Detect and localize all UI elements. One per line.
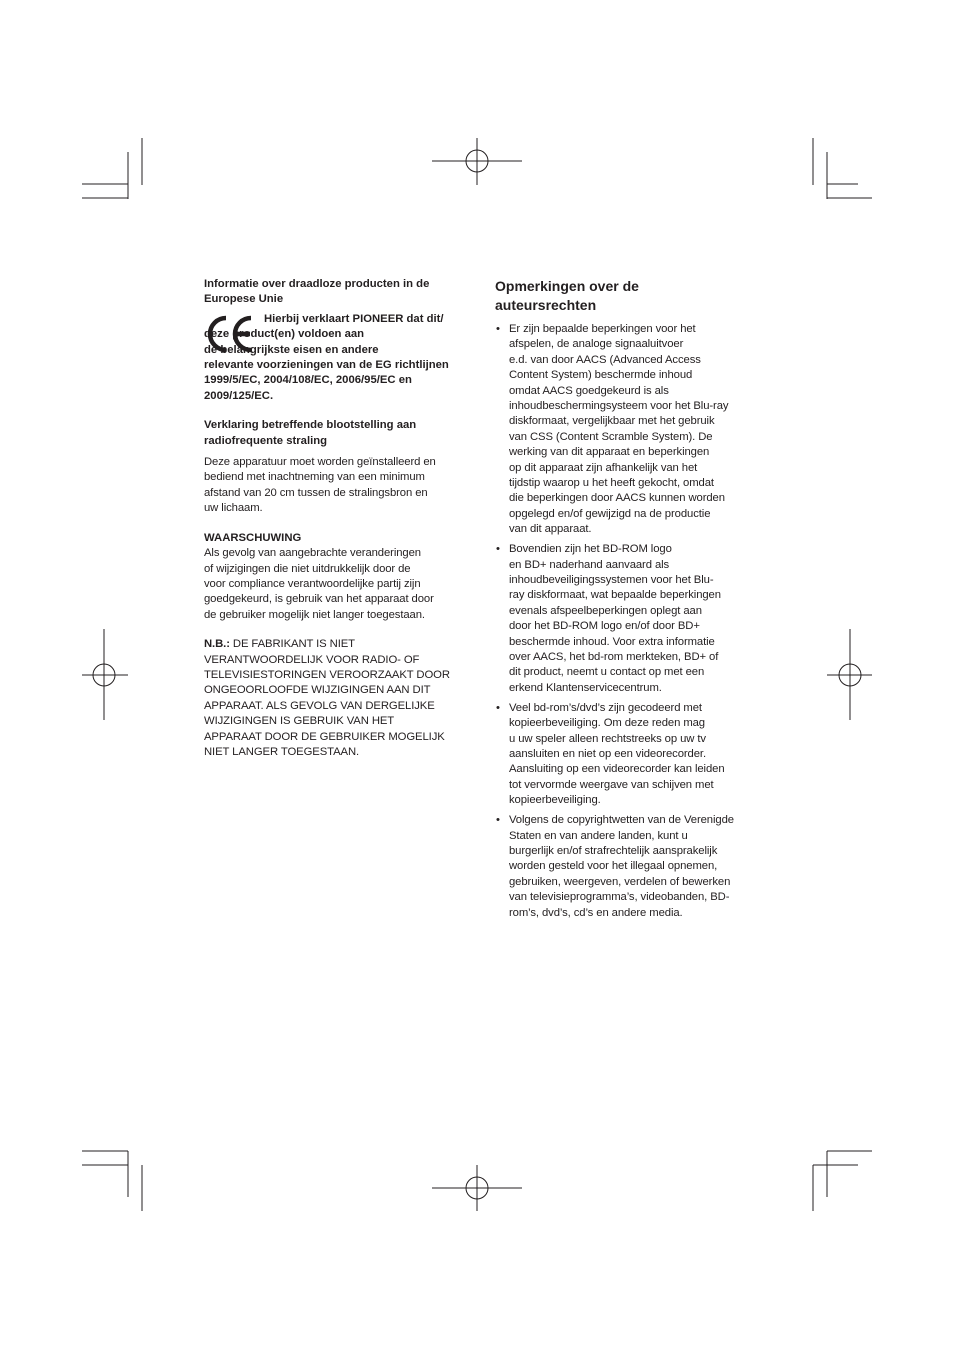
ce-mark-icon bbox=[204, 312, 258, 356]
bullet-icon: • bbox=[496, 701, 500, 714]
list-item-text: Er zijn bepaalde beperkingen voor het afspelen, de analoge signaaluitvoer e.d. van door AACS (Advanced Access Content System) beschermde inhoud omdat AACS goedgekeurd is als inhoudbeschermingsysteem voor het Blu-ray diskformaat, vergelijkbaar met het gebruik van CSS (Content Scramble System). De werking van dit apparaat en beperkingen op dit apparaat zijn afhankelijk van het tijdstip waarop u het heeft gekocht, omdat die beperkingen door AACS kunnen worden opgelegd en/of gewijzigd na de productie van dit apparaat. bbox=[509, 323, 729, 536]
list-item bbox=[495, 322, 765, 538]
nb-label: N.B.: bbox=[204, 638, 230, 651]
bullet-icon: • bbox=[496, 543, 500, 556]
list-item bbox=[495, 701, 765, 809]
warning-text: Als gevolg van aangebrachte veranderingen of wijzigingen die niet uitdrukkelijk door de voor compliance verantwoordelijke partij zijn goedgekeurd, is gebruik van het apparaat door de gebruiker mogelijk niet langer toegestaan. bbox=[204, 547, 434, 621]
nb-text: DE FABRIKANT IS NIET VERANTWOORDELIJK VOOR RADIO- OF TELEVISIESTORINGEN VEROORZAAKT DOOR ONGEOORLOOFDE WIJZIGINGEN AAN DIT APPARAAT. ALS GEVOLG VAN DERGELIJKE WIJZIGINGEN IS GEBRUIK VAN HET APPARAAT DOOR DE GEBRUIKER MOGELIJK NIET LANGER TOEGESTAAN. bbox=[204, 638, 450, 758]
bullet-icon: • bbox=[496, 814, 500, 827]
copyright-section-title: Opmerkingen over de auteursrechten bbox=[495, 278, 639, 313]
ce-declaration-block bbox=[204, 312, 472, 404]
right-column bbox=[495, 277, 765, 925]
rf-exposure-text: Deze apparatuur moet worden geïnstalleerd en bediend met inachtneming van een minimum afstand van 20 cm tussen de stralingsbron en uw lichaam. bbox=[204, 456, 436, 515]
nb-notice bbox=[204, 637, 472, 760]
list-item bbox=[495, 813, 765, 921]
eu-wireless-heading: Informatie over draadloze producten in de Europese Unie bbox=[204, 278, 430, 306]
list-item-text: Volgens de copyrightwetten van de Verenigde Staten en van andere landen, kunt u burgerlijk en/of strafrechtelijk aansprakelijk worden gesteld voor het illegaal opnemen, gebruiken, weergeven, verdelen of bewerken van televisieprogramma’s, videobanden, BD- rom’s, dvd’s, cd’s en andere media. bbox=[509, 814, 734, 919]
list-item-text: Veel bd-rom’s/dvd’s zijn gecodeerd met kopieerbeveiliging. Om deze reden mag u uw speler alleen rechtstreeks op uw tv aansluiten en niet op een videorecorder. Aansluiting op een videorecorder kan leiden tot vervormde weergave van schijven met kopieerbeveiliging. bbox=[509, 701, 725, 807]
copyright-notes-list bbox=[495, 322, 765, 921]
bullet-icon: • bbox=[496, 323, 500, 335]
rf-exposure-heading: Verklaring betreffende blootstelling aan radiofrequente straling bbox=[204, 419, 417, 447]
warning-heading: WAARSCHUWING bbox=[204, 531, 302, 544]
list-item-text: Bovendien zijn het BD-ROM logo en BD+ naderhand aanvaard als inhoudbeveiligingssystemen voor het Blu- ray diskformaat, wat bepaalde beperkingen evenals afspeelbeperkingen oplegt aan door het BD-ROM logo en/of door BD+ beschermde inhoud. Voor extra informatie over AACS, het bd-rom merkteken, BD+ of dit product, neemt u contact op met een erkend Klantenservicecentrum. bbox=[509, 543, 721, 694]
list-item bbox=[495, 542, 765, 696]
ce-declaration-text: Hierbij verklaart PIONEER dat dit/ deze product(en) voldoen aan de belangrijkste eisen en andere relevante voorzieningen van de EG richtlijnen 1999/5/EC, 2004/108/EC, 2006/95/EC en 2009/125/EC. bbox=[204, 312, 449, 402]
left-column bbox=[204, 277, 472, 760]
